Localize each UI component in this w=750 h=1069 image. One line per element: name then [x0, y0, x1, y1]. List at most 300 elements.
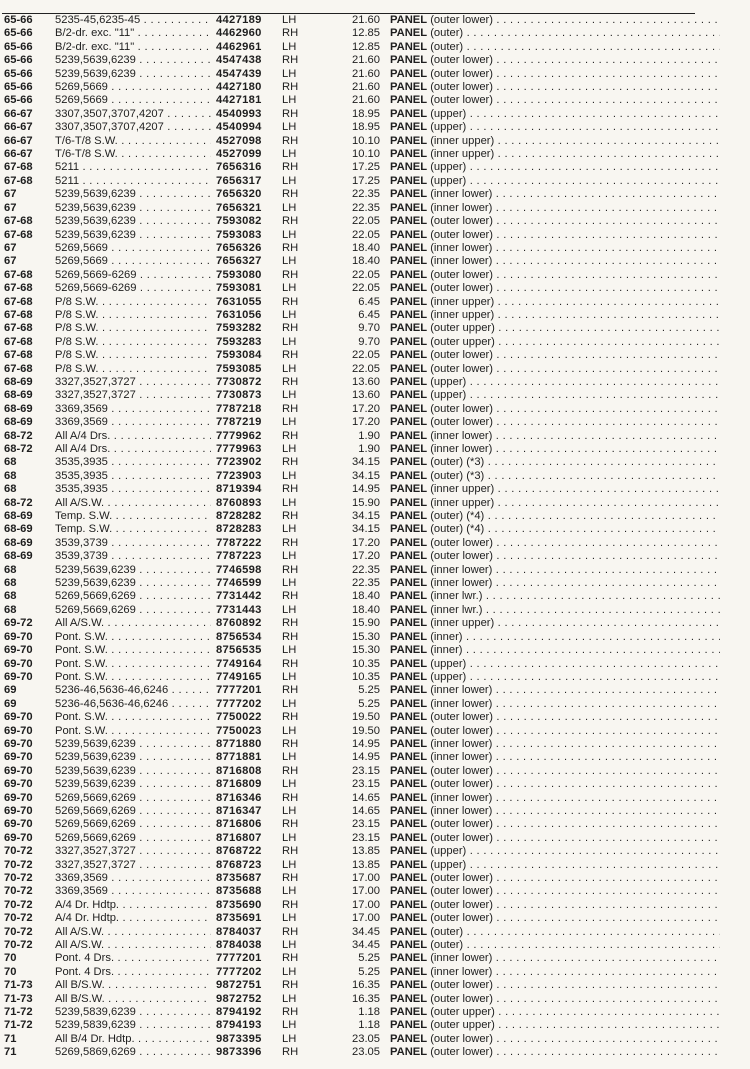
part-number: 8771881 — [216, 751, 262, 764]
year-range: 69-70 — [4, 818, 33, 831]
side: LH — [282, 831, 297, 844]
parts-row — [4, 979, 744, 992]
year-range: 68-69 — [4, 523, 33, 536]
parts-row — [4, 282, 744, 295]
side: LH — [282, 804, 297, 817]
parts-row — [4, 161, 744, 174]
model-codes: 5236-46,5636-46,6246 . . . — [55, 698, 211, 711]
price: 21.60 — [352, 94, 380, 107]
model-codes: All A/S.W. . . . — [55, 926, 211, 939]
price: 23.05 — [352, 1032, 380, 1045]
side: LH — [282, 67, 297, 80]
year-range: 69-70 — [4, 791, 33, 804]
price: 17.20 — [352, 402, 380, 415]
price: 14.65 — [352, 804, 380, 817]
description: PANEL (outer lower) . . . — [390, 765, 720, 778]
part-number: 8768723 — [216, 858, 262, 871]
side: RH — [282, 375, 299, 388]
part-number: 8768722 — [216, 845, 262, 858]
part-number: 9873396 — [216, 1046, 262, 1059]
side: RH — [282, 81, 299, 94]
side: LH — [282, 992, 297, 1005]
description: PANEL (outer lower) . . . — [390, 94, 720, 107]
description: PANEL (outer lower) . . . — [390, 215, 720, 228]
year-range: 65-66 — [4, 40, 33, 53]
model-codes: 5269,5869,6269 . . . — [55, 1046, 211, 1059]
part-number: 7593080 — [216, 268, 262, 281]
model-codes: 5239,5639,6239 . . . — [55, 202, 211, 215]
price: 34.15 — [352, 510, 380, 523]
year-range: 69-70 — [4, 630, 33, 643]
description: PANEL (outer) . . . — [390, 939, 720, 952]
part-number: 8716806 — [216, 818, 262, 831]
model-codes: A/4 Dr. Hdtp. . . . — [55, 912, 211, 925]
description: PANEL (upper) . . . — [390, 671, 720, 684]
model-codes: P/8 S.W. . . . — [55, 336, 211, 349]
parts-row — [4, 952, 744, 965]
year-range: 69-70 — [4, 778, 33, 791]
year-range: 71 — [4, 1046, 17, 1059]
parts-row — [4, 725, 744, 738]
year-range: 69 — [4, 684, 17, 697]
part-number: 4427181 — [216, 94, 262, 107]
parts-row — [4, 577, 744, 590]
year-range: 68-69 — [4, 510, 33, 523]
model-codes: 3539,3739 . . . — [55, 550, 211, 563]
part-number: 7656316 — [216, 161, 262, 174]
year-range: 67-68 — [4, 228, 33, 241]
parts-row — [4, 135, 744, 148]
parts-row — [4, 1006, 744, 1019]
model-codes: All B/4 Dr. Hdtp. . . . — [55, 1033, 211, 1046]
model-codes: All A/4 Drs. . . . — [55, 443, 211, 456]
price: 15.30 — [352, 630, 380, 643]
model-codes: 3539,3739 . . . — [55, 537, 211, 550]
part-number: 7593082 — [216, 215, 262, 228]
year-range: 71-73 — [4, 992, 33, 1005]
model-codes: 5269,5669,6269 . . . — [55, 604, 211, 617]
parts-row — [4, 94, 744, 107]
parts-row — [4, 27, 744, 40]
part-number: 7749164 — [216, 657, 262, 670]
part-number: 7593083 — [216, 228, 262, 241]
parts-row — [4, 309, 744, 322]
side: LH — [282, 148, 297, 161]
model-codes: All B/S.W. . . . — [55, 993, 211, 1006]
year-range: 70-72 — [4, 872, 33, 884]
side: LH — [282, 416, 297, 429]
price: 22.35 — [352, 201, 380, 214]
model-codes: 5269,5669 . . . — [55, 81, 211, 94]
price: 23.15 — [352, 831, 380, 844]
description: PANEL (inner upper) . . . — [390, 309, 720, 322]
price: 13.60 — [352, 375, 380, 388]
side: LH — [282, 201, 297, 214]
part-number: 7787223 — [216, 550, 262, 563]
year-range: 68-72 — [4, 443, 33, 455]
price: 21.60 — [352, 81, 380, 94]
model-codes: 5239,5639,6239 . . . — [55, 751, 211, 764]
part-number: 7746598 — [216, 563, 262, 576]
parts-row — [4, 671, 744, 684]
price: 9.70 — [358, 335, 380, 348]
price: 14.95 — [352, 483, 380, 496]
year-range: 71 — [4, 1032, 17, 1045]
side: RH — [282, 510, 299, 523]
parts-row — [4, 389, 744, 402]
side: RH — [282, 107, 299, 120]
price: 17.25 — [352, 174, 380, 187]
parts-row — [4, 188, 744, 201]
side: RH — [282, 791, 299, 804]
price: 1.90 — [358, 443, 380, 455]
model-codes: Pont. S.W. . . . — [55, 658, 211, 671]
year-range: 69-70 — [4, 670, 33, 683]
part-number: 9873395 — [216, 1032, 262, 1045]
year-range: 70-72 — [4, 912, 33, 925]
parts-row — [4, 296, 744, 309]
model-codes: 5235-45,6235-45 . . . — [55, 14, 211, 27]
side: RH — [282, 349, 299, 362]
model-codes: P/8 S.W. . . . — [55, 322, 211, 335]
parts-row — [4, 349, 744, 362]
part-number: 4427180 — [216, 81, 262, 94]
side: RH — [282, 1046, 299, 1059]
price: 15.90 — [352, 496, 380, 509]
side: RH — [282, 684, 299, 697]
model-codes: 5269,5669-6269 . . . — [55, 282, 211, 295]
year-range: 70-72 — [4, 885, 33, 898]
parts-row — [4, 859, 744, 872]
price: 21.60 — [352, 67, 380, 80]
parts-row — [4, 269, 744, 282]
part-number: 8794193 — [216, 1019, 262, 1032]
side: RH — [282, 872, 299, 884]
price: 6.45 — [358, 308, 380, 321]
description: PANEL (outer lower) . . . — [390, 282, 720, 295]
side: RH — [282, 536, 299, 549]
description: PANEL (outer lower) . . . — [390, 537, 720, 550]
year-range: 69-70 — [4, 724, 33, 737]
year-range: 68 — [4, 483, 17, 496]
parts-row — [4, 564, 744, 577]
price: 19.50 — [352, 724, 380, 737]
part-number: 4462961 — [216, 40, 262, 53]
price: 22.35 — [352, 563, 380, 576]
description: PANEL (inner lower) . . . — [390, 805, 720, 818]
description: PANEL (outer lower) . . . — [390, 1046, 720, 1059]
model-codes: 5239,5639,6239 . . . — [55, 778, 211, 791]
description: PANEL (outer) (*4) . . . — [390, 510, 720, 523]
part-number: 7777201 — [216, 684, 262, 697]
part-number: 7749165 — [216, 670, 262, 683]
price: 17.25 — [352, 161, 380, 174]
year-range: 67-68 — [4, 335, 33, 348]
model-codes: P/8 S.W. . . . — [55, 349, 211, 362]
description: PANEL (inner lower) . . . — [390, 792, 720, 805]
description: PANEL (outer lower) . . . — [390, 899, 720, 912]
description: PANEL (upper) . . . — [390, 845, 720, 858]
side: RH — [282, 188, 299, 201]
year-range: 70-72 — [4, 845, 33, 858]
description: PANEL (inner lwr.) . . . — [390, 604, 720, 617]
side: RH — [282, 322, 299, 335]
model-codes: 5239,5639,6239 . . . — [55, 564, 211, 577]
part-number: 7593282 — [216, 322, 262, 335]
description: PANEL (outer lower) . . . — [390, 993, 720, 1006]
model-codes: 3307,3507,3707,4207 . . . — [55, 121, 211, 134]
year-range: 67-68 — [4, 268, 33, 281]
description: PANEL (outer lower) . . . — [390, 269, 720, 282]
price: 18.40 — [352, 603, 380, 616]
part-number: 8716808 — [216, 764, 262, 777]
price: 10.10 — [352, 148, 380, 161]
parts-row — [4, 121, 744, 134]
side: RH — [282, 737, 299, 750]
model-codes: 5236-46,5636-46,6246 . . . — [55, 684, 211, 697]
parts-row — [4, 430, 744, 443]
parts-row — [4, 832, 744, 845]
model-codes: P/8 S.W. . . . — [55, 296, 211, 309]
side: RH — [282, 429, 299, 442]
description: PANEL (inner lower) . . . — [390, 255, 720, 268]
parts-row — [4, 416, 744, 429]
description: PANEL (outer lower) . . . — [390, 54, 720, 67]
price: 14.65 — [352, 791, 380, 804]
year-range: 70 — [4, 952, 17, 965]
price: 21.60 — [352, 54, 380, 67]
model-codes: 5239,5639,6239 . . . — [55, 738, 211, 751]
side: RH — [282, 711, 299, 724]
parts-row — [4, 939, 744, 952]
parts-row — [4, 456, 744, 469]
description: PANEL (outer upper) . . . — [390, 336, 720, 349]
model-codes: 5239,5639,6239 . . . — [55, 68, 211, 81]
part-number: 8728282 — [216, 510, 262, 523]
parts-row — [4, 443, 744, 456]
model-codes: 5239,5639,6239 . . . — [55, 765, 211, 778]
part-number: 8735688 — [216, 885, 262, 898]
price: 17.00 — [352, 898, 380, 911]
part-number: 7777202 — [216, 697, 262, 710]
parts-row — [4, 590, 744, 603]
part-number: 7593283 — [216, 335, 262, 348]
part-number: 7730873 — [216, 389, 262, 402]
year-range: 67-68 — [4, 174, 33, 187]
description: PANEL (inner lower) . . . — [390, 751, 720, 764]
side: LH — [282, 174, 297, 187]
part-number: 8784037 — [216, 925, 262, 938]
model-codes: 5269,5669 . . . — [55, 255, 211, 268]
model-codes: 5269,5669-6269 . . . — [55, 269, 211, 282]
parts-row — [4, 229, 744, 242]
price: 5.25 — [358, 965, 380, 978]
side: LH — [282, 496, 297, 509]
side: LH — [282, 443, 297, 455]
part-number: 8756534 — [216, 630, 262, 643]
year-range: 67-68 — [4, 308, 33, 321]
year-range: 67 — [4, 241, 17, 254]
model-codes: 5239,5839,6239 . . . — [55, 1019, 211, 1032]
model-codes: All B/S.W. . . . — [55, 979, 211, 992]
part-number: 4462960 — [216, 27, 262, 40]
part-number: 8716807 — [216, 831, 262, 844]
model-codes: 3327,3527,3727 . . . — [55, 859, 211, 872]
model-codes: 5269,5669,6269 . . . — [55, 590, 211, 603]
model-codes: 5211 . . . — [55, 175, 211, 188]
price: 17.00 — [352, 872, 380, 884]
price: 13.85 — [352, 858, 380, 871]
description: PANEL (upper) . . . — [390, 859, 720, 872]
part-number: 4547438 — [216, 54, 262, 67]
parts-row — [4, 14, 744, 27]
year-range: 69-70 — [4, 831, 33, 844]
model-codes: Pont. S.W. . . . — [55, 631, 211, 644]
description: PANEL (outer) . . . — [390, 41, 720, 54]
side: LH — [282, 1019, 297, 1032]
price: 17.20 — [352, 536, 380, 549]
price: 1.18 — [358, 1019, 380, 1032]
price: 22.05 — [352, 228, 380, 241]
year-range: 67-68 — [4, 322, 33, 335]
year-range: 69-70 — [4, 644, 33, 657]
model-codes: Pont. S.W. . . . — [55, 711, 211, 724]
price: 19.50 — [352, 711, 380, 724]
price: 17.20 — [352, 416, 380, 429]
year-range: 67-68 — [4, 215, 33, 228]
price: 34.45 — [352, 939, 380, 952]
year-range: 66-67 — [4, 148, 33, 161]
parts-row — [4, 403, 744, 416]
parts-row — [4, 497, 744, 510]
model-codes: All A/4 Drs. . . . — [55, 430, 211, 443]
price: 18.95 — [352, 107, 380, 120]
description: PANEL (inner upper) . . . — [390, 135, 720, 148]
side: LH — [282, 469, 297, 482]
description: PANEL (outer lower) . . . — [390, 403, 720, 416]
description: PANEL (outer lower) . . . — [390, 778, 720, 791]
side: LH — [282, 308, 297, 321]
part-number: 8735691 — [216, 912, 262, 925]
parts-row — [4, 617, 744, 630]
side: RH — [282, 617, 299, 630]
model-codes: 3369,3569 . . . — [55, 403, 211, 416]
price: 1.18 — [358, 1006, 380, 1019]
part-number: 7656321 — [216, 201, 262, 214]
year-range: 68-69 — [4, 389, 33, 402]
model-codes: P/8 S.W. . . . — [55, 363, 211, 376]
part-number: 7730872 — [216, 375, 262, 388]
description: PANEL (outer lower) . . . — [390, 832, 720, 845]
parts-row — [4, 175, 744, 188]
year-range: 65-66 — [4, 81, 33, 94]
model-codes: 5269,5669,6269 . . . — [55, 792, 211, 805]
part-number: 8760892 — [216, 617, 262, 630]
year-range: 68-69 — [4, 402, 33, 415]
parts-row — [4, 68, 744, 81]
part-number: 8735687 — [216, 872, 262, 884]
description: PANEL (outer lower) . . . — [390, 912, 720, 925]
model-codes: Pont. S.W. . . . — [55, 644, 211, 657]
part-number: 7723902 — [216, 456, 262, 469]
model-codes: 5269,5669 . . . — [55, 242, 211, 255]
price: 18.40 — [352, 590, 380, 603]
price: 9.70 — [358, 322, 380, 335]
price: 18.40 — [352, 255, 380, 268]
parts-row — [4, 872, 744, 885]
side: RH — [282, 161, 299, 174]
parts-row — [4, 336, 744, 349]
model-codes: 3369,3569 . . . — [55, 885, 211, 898]
side: LH — [282, 362, 297, 375]
side: RH — [282, 657, 299, 670]
side: RH — [282, 979, 299, 992]
description: PANEL (inner upper) . . . — [390, 617, 720, 630]
side: RH — [282, 241, 299, 254]
model-codes: Pont. 4 Drs. . . . — [55, 952, 211, 965]
part-number: 8716809 — [216, 778, 262, 791]
part-number: 4427189 — [216, 14, 262, 26]
model-codes: B/2-dr. exc. "11" . . . — [55, 41, 211, 54]
description: PANEL (inner upper) . . . — [390, 483, 720, 496]
part-number: 4527098 — [216, 134, 262, 147]
parts-row — [4, 912, 744, 925]
description: PANEL (outer upper) . . . — [390, 322, 720, 335]
model-codes: 5269,5669,6269 . . . — [55, 832, 211, 845]
side: LH — [282, 577, 297, 590]
price: 23.15 — [352, 764, 380, 777]
part-number: 8719394 — [216, 483, 262, 496]
parts-row — [4, 885, 744, 898]
description: PANEL (upper) . . . — [390, 161, 720, 174]
parts-row — [4, 242, 744, 255]
parts-row — [4, 738, 744, 751]
year-range: 67-68 — [4, 295, 33, 308]
parts-row — [4, 363, 744, 376]
model-codes: Pont. S.W. . . . — [55, 725, 211, 738]
description: PANEL (outer lower) . . . — [390, 885, 720, 898]
description: PANEL (inner lower) . . . — [390, 443, 720, 456]
price: 12.85 — [352, 27, 380, 40]
parts-row — [4, 1019, 744, 1032]
model-codes: T/6-T/8 S.W. . . . — [55, 135, 211, 148]
description: PANEL (inner lower) . . . — [390, 738, 720, 751]
model-codes: T/6-T/8 S.W. . . . — [55, 148, 211, 161]
parts-row — [4, 537, 744, 550]
part-number: 7656326 — [216, 241, 262, 254]
price: 15.30 — [352, 644, 380, 657]
year-range: 68-72 — [4, 496, 33, 509]
side: LH — [282, 14, 297, 26]
parts-row — [4, 658, 744, 671]
description: PANEL (inner lower) . . . — [390, 242, 720, 255]
price: 13.85 — [352, 845, 380, 858]
description: PANEL (upper) . . . — [390, 121, 720, 134]
model-codes: All A/S.W. . . . — [55, 497, 211, 510]
part-number: 7750023 — [216, 724, 262, 737]
parts-row — [4, 510, 744, 523]
year-range: 65-66 — [4, 14, 33, 26]
parts-list — [4, 14, 744, 1060]
price: 17.00 — [352, 912, 380, 925]
side: LH — [282, 858, 297, 871]
model-codes: P/8 S.W. . . . — [55, 309, 211, 322]
description: PANEL (outer) (*3) . . . — [390, 456, 720, 469]
year-range: 67-68 — [4, 161, 33, 174]
side: RH — [282, 402, 299, 415]
year-range: 67-68 — [4, 282, 33, 295]
side: LH — [282, 335, 297, 348]
